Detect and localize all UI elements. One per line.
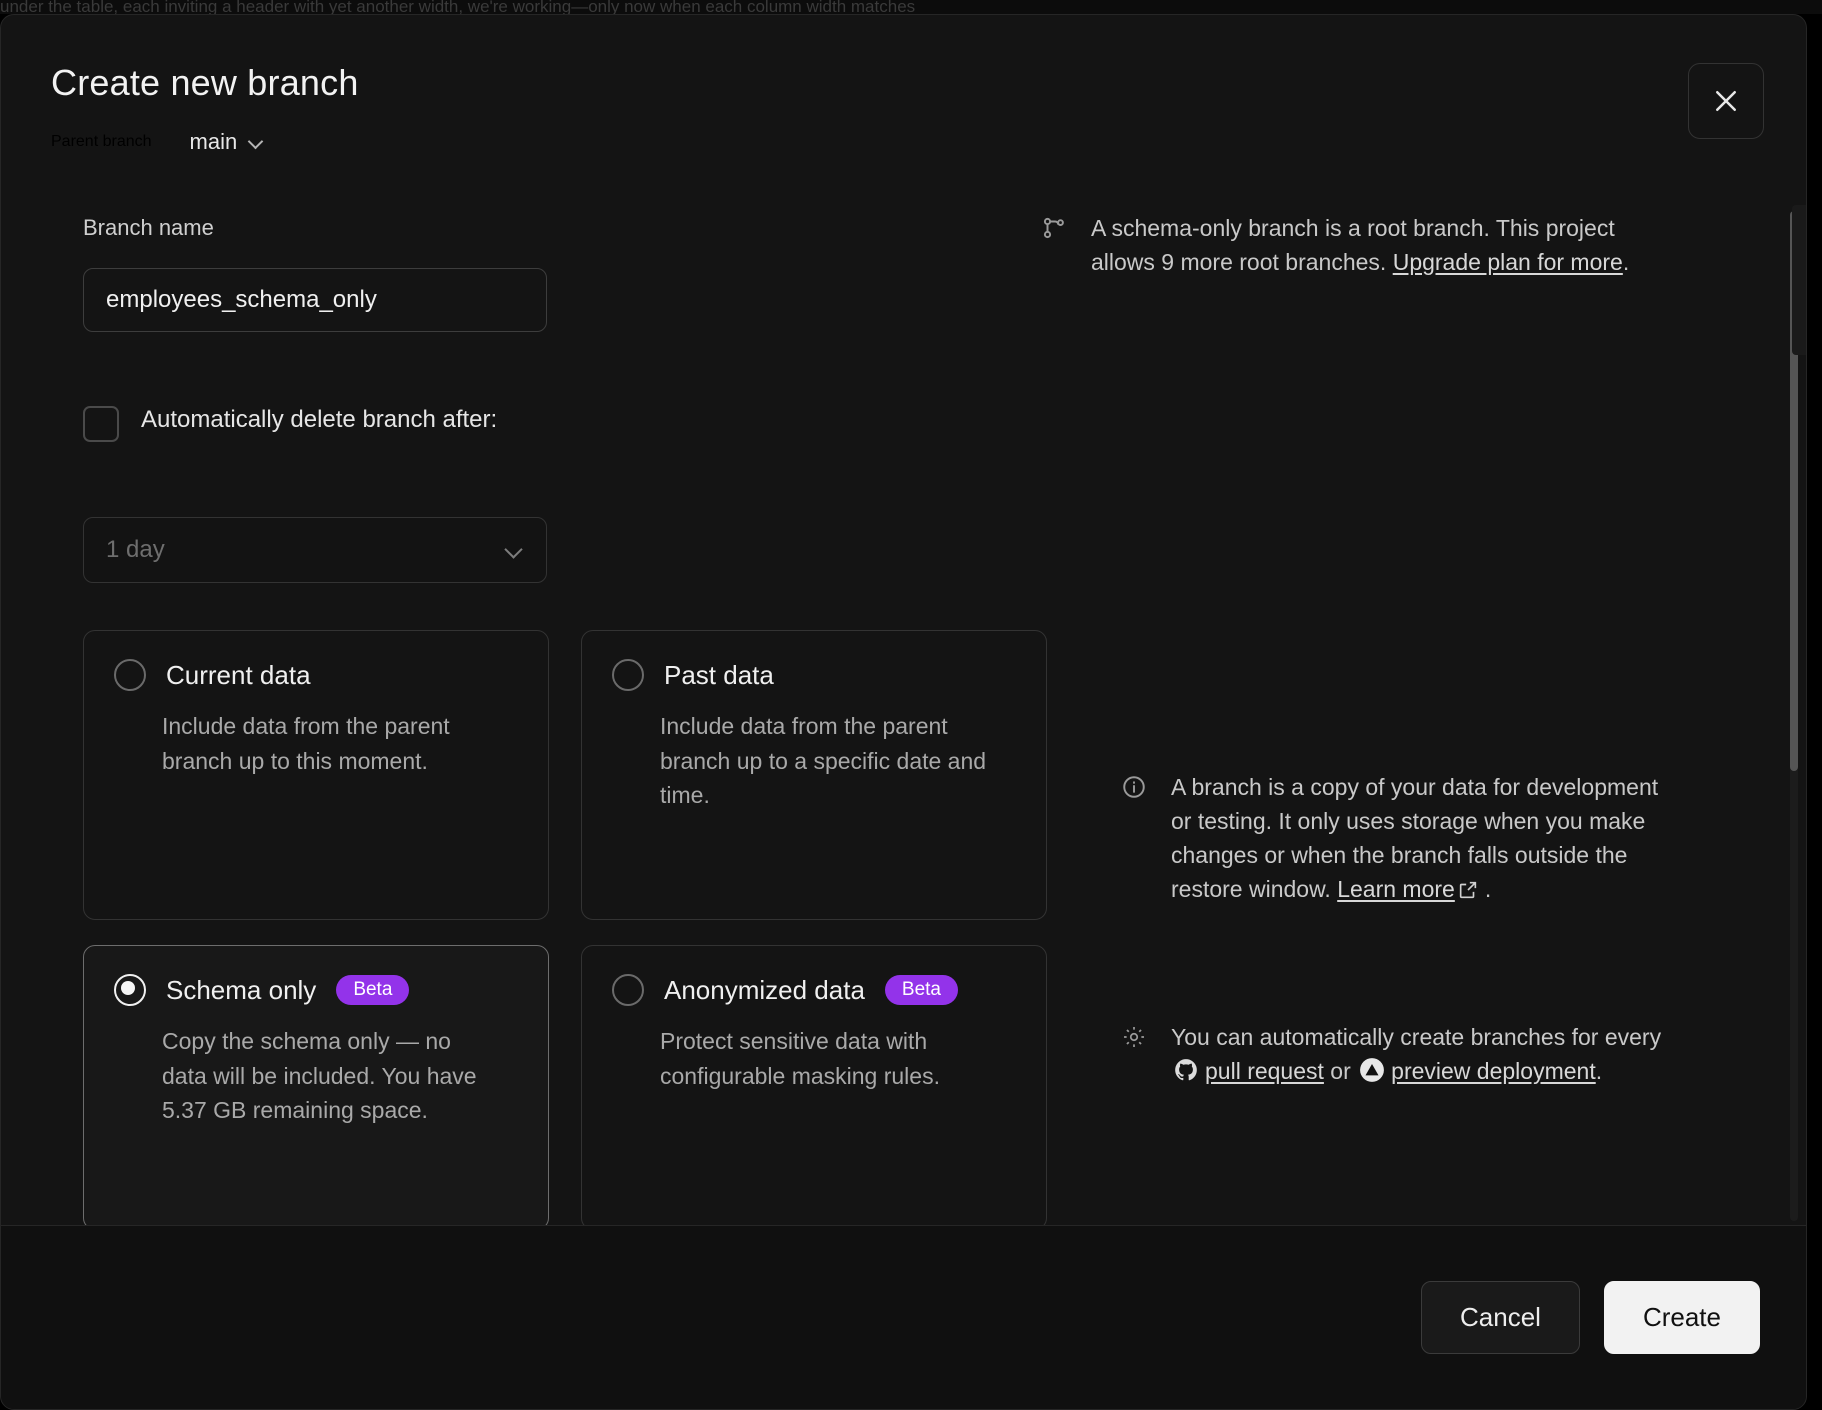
option-title: Past data [664, 659, 774, 690]
info-icon [1121, 774, 1149, 910]
learn-more-link[interactable]: Learn more [1337, 876, 1455, 903]
auto-delete-label: Automatically delete branch after: [141, 406, 498, 433]
radio-current-data[interactable] [114, 659, 146, 691]
modal-scrollbar[interactable] [1790, 211, 1798, 1221]
note-text [1171, 770, 1681, 910]
close-icon [1711, 86, 1741, 116]
option-header [612, 659, 1016, 691]
option-card-current-data[interactable] [83, 630, 549, 920]
radio-past-data[interactable] [612, 659, 644, 691]
external-link-icon [1457, 876, 1479, 910]
parent-branch-label: Parent branch [51, 133, 152, 150]
note-root-branch [1041, 211, 1681, 279]
vercel-icon [1359, 1057, 1385, 1092]
note-text-before: You can automatically create branches for every [1171, 1024, 1662, 1050]
note-text-middle: or [1323, 1058, 1358, 1085]
beta-badge: Beta [336, 975, 409, 1005]
cancel-button[interactable]: Cancel [1421, 1281, 1580, 1354]
option-description: Protect sensitive data with configurable masking rules. [660, 1028, 940, 1089]
option-description: Copy the schema only — no data will be included. You have 5.37 GB remaining space. [162, 1028, 477, 1123]
note-text [1091, 211, 1681, 279]
gear-icon [1121, 1024, 1149, 1092]
auto-delete-row[interactable] [83, 403, 513, 442]
note-text-after: . [1595, 1058, 1603, 1085]
chevron-down-icon [506, 541, 524, 559]
background-page-text: under the table, each inviting a header with yet another width, we're working—only now when each column width matches [0, 0, 1822, 14]
note-automation [1121, 1020, 1691, 1092]
upgrade-plan-link[interactable]: Upgrade plan for more [1392, 249, 1623, 276]
branch-name-label: Branch name [83, 215, 214, 240]
note-text-after: . [1484, 876, 1492, 903]
parent-branch-select[interactable] [186, 127, 270, 157]
beta-badge: Beta [885, 975, 958, 1005]
option-card-schema-only[interactable] [83, 945, 549, 1230]
option-header [114, 974, 518, 1006]
auto-delete-duration-select[interactable] [83, 517, 547, 583]
parent-branch-value: main [189, 129, 238, 154]
create-branch-modal [0, 14, 1807, 1410]
option-header [612, 974, 1016, 1006]
option-title: Anonymized data [664, 974, 865, 1005]
branch-name-input[interactable] [83, 268, 547, 332]
pull-request-link[interactable]: pull request [1205, 1058, 1324, 1085]
option-title: Current data [166, 659, 311, 690]
modal-title: Create new branch [51, 62, 359, 103]
auto-delete-checkbox[interactable] [83, 406, 119, 442]
create-button[interactable]: Create [1604, 1281, 1760, 1354]
modal-body [1, 15, 1806, 1225]
github-icon [1173, 1057, 1199, 1092]
option-description: Include data from the parent branch up to a specific date and time. [660, 713, 987, 808]
modal-footer [1, 1225, 1806, 1409]
branch-icon [1041, 215, 1069, 279]
page-scrollbar-edge[interactable] [1792, 205, 1806, 355]
radio-schema-only[interactable] [114, 974, 146, 1006]
note-text [1171, 1020, 1691, 1092]
preview-deployment-link[interactable]: preview deployment [1391, 1058, 1596, 1085]
note-text-after: . [1622, 249, 1630, 276]
option-description: Include data from the parent branch up to this moment. [162, 713, 450, 774]
note-text-before: A schema-only branch is a root branch. This project allows 9 more root branches. [1091, 215, 1615, 276]
note-branch-info [1121, 770, 1681, 910]
option-title: Schema only [166, 974, 317, 1005]
auto-delete-duration-value: 1 day [106, 536, 165, 563]
option-card-anonymized-data[interactable] [581, 945, 1047, 1230]
option-header [114, 659, 518, 691]
chevron-down-icon [249, 134, 265, 150]
note-text-before: A branch is a copy of your data for development or testing. It only uses storage when you make changes or when the branch falls outside the restore window. [1171, 774, 1659, 903]
option-card-past-data[interactable] [581, 630, 1047, 920]
close-button[interactable] [1688, 63, 1764, 139]
parent-branch-row [51, 127, 269, 157]
radio-anonymized-data[interactable] [612, 974, 644, 1006]
